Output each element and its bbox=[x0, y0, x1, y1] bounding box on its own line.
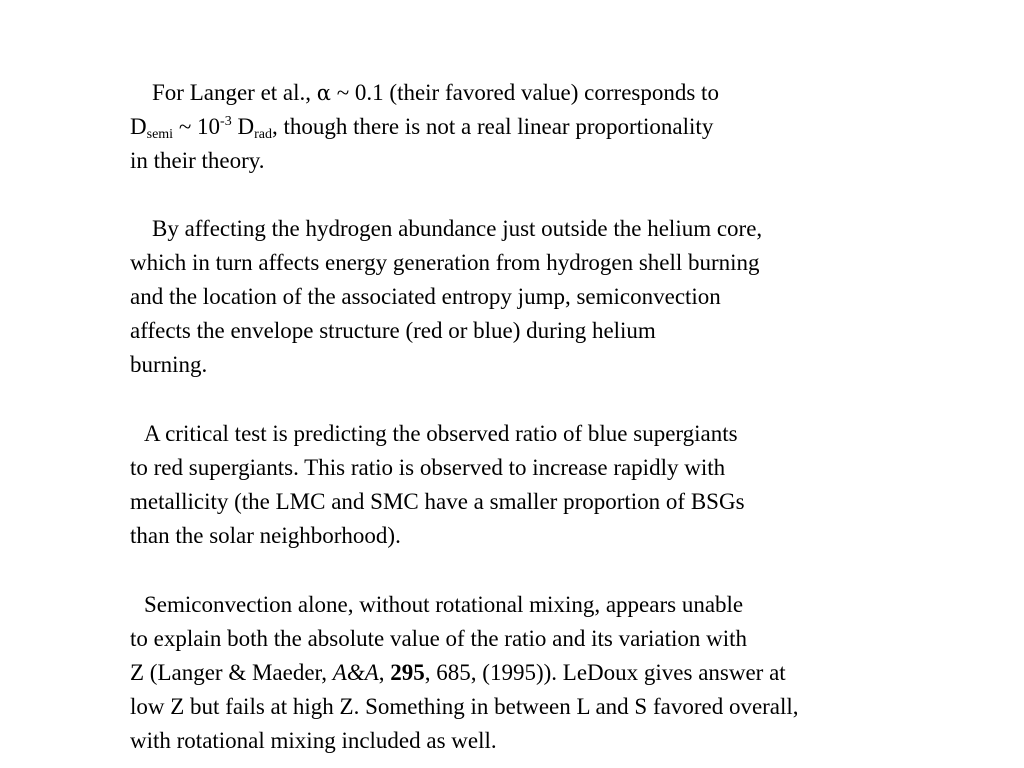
text-run: D bbox=[130, 114, 147, 139]
text-line: By affecting the hydrogen abundance just outside the helium core, bbox=[152, 216, 763, 241]
paragraph-hydrogen bbox=[130, 212, 1010, 382]
text-line: burning. bbox=[130, 352, 208, 377]
text-run: Z (Langer & Maeder, bbox=[130, 660, 333, 685]
text-line: and the location of the associated entropy jump, semiconvection bbox=[130, 284, 721, 309]
text-line: which in turn affects energy generation from hydrogen shell burning bbox=[130, 250, 760, 275]
paragraph-critical-test bbox=[130, 417, 1010, 553]
journal-volume: 295 bbox=[390, 660, 425, 685]
text-line: affects the envelope structure (red or blue) during helium bbox=[130, 318, 656, 343]
journal-name: A&A bbox=[332, 660, 379, 685]
alpha-symbol: α bbox=[316, 81, 331, 105]
text-line bbox=[130, 110, 1010, 144]
text-line: in their theory. bbox=[130, 148, 265, 173]
text-line: low Z but fails at high Z. Something in between L and S favored overall, bbox=[130, 694, 799, 719]
text-run: , 685, (1995)). LeDoux gives answer at bbox=[424, 660, 786, 685]
text-line bbox=[130, 76, 1010, 110]
paragraph-langer bbox=[130, 76, 1010, 178]
text-line: Semiconvection alone, without rotational mixing, appears unable bbox=[144, 592, 744, 617]
subscript-rad: rad bbox=[254, 127, 272, 142]
text-line: metallicity (the LMC and SMC have a smaller proportion of BSGs bbox=[130, 489, 745, 514]
subscript-semi: semi bbox=[146, 127, 174, 142]
text-run: ~ 10 bbox=[173, 114, 221, 139]
paragraph-semiconvection bbox=[130, 588, 1010, 758]
text-line: with rotational mixing included as well. bbox=[130, 728, 497, 753]
text-run: , though there is not a real linear proportionality bbox=[271, 114, 714, 139]
text-run: D bbox=[231, 114, 255, 139]
text-line: A critical test is predicting the observed ratio of blue supergiants bbox=[144, 421, 738, 446]
text-run: , bbox=[378, 660, 391, 685]
text-line: to red supergiants. This ratio is observed to increase rapidly with bbox=[130, 455, 726, 480]
text-line bbox=[130, 656, 1010, 690]
text-run: For Langer et al., bbox=[152, 80, 317, 105]
superscript-exponent: -3 bbox=[220, 114, 232, 129]
text-line: than the solar neighborhood). bbox=[130, 523, 401, 548]
text-run: ~ 0.1 (their favored value) corresponds to bbox=[330, 80, 719, 105]
text-line: to explain both the absolute value of the ratio and its variation with bbox=[130, 626, 748, 651]
